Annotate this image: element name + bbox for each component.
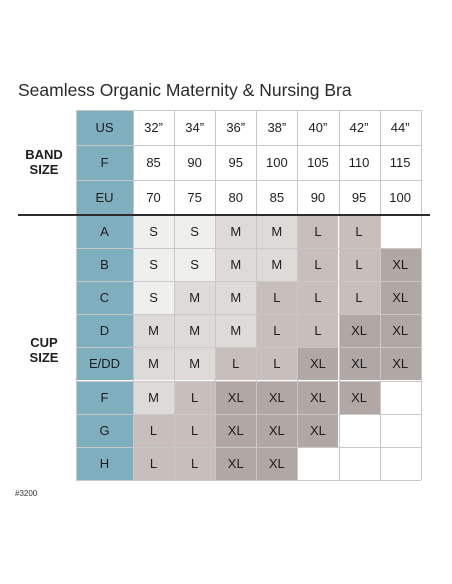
cup-size-cell: XL [297, 347, 338, 380]
band-size-label-line1: BAND [25, 147, 63, 162]
cup-row-header: H [76, 447, 133, 480]
band-cell: 110 [339, 145, 380, 180]
cup-size-cell: M [215, 281, 256, 314]
cup-row-header: A [76, 215, 133, 248]
cup-size-cell [380, 414, 421, 447]
band-cell: 38” [256, 110, 297, 145]
grid-line [76, 414, 421, 415]
cup-row-header: B [76, 248, 133, 281]
cup-row-header: G [76, 414, 133, 447]
band-cell: 95 [215, 145, 256, 180]
cup-size-cell: S [133, 248, 174, 281]
grid-line [76, 145, 421, 146]
cup-size-label-line1: CUP [30, 335, 58, 350]
band-cell: 32” [133, 110, 174, 145]
cup-row-header: F [76, 381, 133, 414]
band-cell: 85 [256, 180, 297, 215]
cup-size-cell: L [256, 281, 297, 314]
cup-size-cell: M [215, 314, 256, 347]
cup-size-cell: L [174, 447, 215, 480]
band-cell: 70 [133, 180, 174, 215]
cup-size-cell: L [256, 347, 297, 380]
cup-size-cell: L [297, 281, 338, 314]
cup-size-cell: M [174, 347, 215, 380]
band-cell: 100 [380, 180, 421, 215]
cup-row-header: C [76, 281, 133, 314]
cup-row-header: E/DD [76, 347, 133, 380]
cup-size-cell: XL [215, 414, 256, 447]
grid-line [76, 281, 421, 282]
cup-size-cell: M [215, 248, 256, 281]
cup-size-cell: L [133, 447, 174, 480]
cup-size-cell: XL [339, 347, 380, 380]
cup-size-cell: XL [339, 381, 380, 414]
cup-size-cell: L [256, 314, 297, 347]
grid-line [380, 110, 381, 480]
cup-size-cell: L [174, 414, 215, 447]
product-code: #3200 [15, 489, 38, 498]
cup-size-label [18, 335, 70, 365]
band-cell: 95 [339, 180, 380, 215]
band-row-header: US [76, 110, 133, 145]
cup-size-cell [380, 381, 421, 414]
cup-size-cell: L [339, 248, 380, 281]
grid-line [76, 314, 421, 315]
grid-line [297, 110, 298, 480]
grid-line [76, 480, 421, 481]
band-cell: 40” [297, 110, 338, 145]
cup-size-cell: M [133, 314, 174, 347]
chart-title: Seamless Organic Maternity & Nursing Bra [18, 80, 352, 100]
band-row-header: F [76, 145, 133, 180]
cup-size-cell: XL [215, 381, 256, 414]
cup-size-cell: S [174, 215, 215, 248]
band-cell: 100 [256, 145, 297, 180]
band-cell: 90 [174, 145, 215, 180]
band-cell: 34” [174, 110, 215, 145]
grid-line [215, 110, 216, 480]
section-divider [18, 214, 430, 216]
cup-size-cell: M [256, 248, 297, 281]
grid-line [339, 110, 340, 480]
cup-size-cell: XL [380, 281, 421, 314]
band-cell: 90 [297, 180, 338, 215]
grid-line [421, 110, 422, 480]
cup-size-cell: M [215, 215, 256, 248]
cup-size-cell: M [174, 281, 215, 314]
cup-size-cell: XL [297, 381, 338, 414]
band-cell: 42” [339, 110, 380, 145]
grid-line [76, 180, 421, 181]
band-cell: 115 [380, 145, 421, 180]
cup-size-cell: M [133, 381, 174, 414]
cup-size-cell: XL [256, 447, 297, 480]
band-cell: 75 [174, 180, 215, 215]
cup-size-cell: L [297, 215, 338, 248]
grid-line [76, 248, 421, 249]
cup-size-cell: XL [339, 314, 380, 347]
grid-line [76, 110, 77, 480]
cup-size-cell: XL [297, 414, 338, 447]
cup-size-cell: XL [380, 347, 421, 380]
band-size-label-line2: SIZE [29, 162, 59, 177]
cup-size-cell [339, 447, 380, 480]
cup-row-header: D [76, 314, 133, 347]
band-cell: 105 [297, 145, 338, 180]
band-cell: 85 [133, 145, 174, 180]
cup-size-cell: XL [256, 414, 297, 447]
cup-size-cell: L [174, 381, 215, 414]
grid-line [76, 447, 421, 448]
cup-size-cell: L [297, 248, 338, 281]
cup-size-cell: L [133, 414, 174, 447]
band-cell: 80 [215, 180, 256, 215]
grid-line [174, 110, 175, 480]
grid-line [76, 381, 421, 382]
cup-size-cell: L [339, 215, 380, 248]
cup-size-cell [380, 215, 421, 248]
cup-size-cell: S [174, 248, 215, 281]
cup-size-cell: XL [256, 381, 297, 414]
cup-size-cell: L [215, 347, 256, 380]
cup-size-cell: XL [380, 248, 421, 281]
cup-size-cell: M [256, 215, 297, 248]
band-cell: 44” [380, 110, 421, 145]
cup-size-cell: L [339, 281, 380, 314]
grid-line [76, 347, 421, 348]
cup-size-cell: L [297, 314, 338, 347]
cup-size-cell: XL [380, 314, 421, 347]
cup-size-cell: M [133, 347, 174, 380]
grid-line [76, 110, 421, 111]
band-cell: 36” [215, 110, 256, 145]
cup-size-cell: XL [215, 447, 256, 480]
cup-size-cell [339, 414, 380, 447]
band-size-label [18, 147, 70, 177]
band-row-header: EU [76, 180, 133, 215]
cup-size-cell: S [133, 281, 174, 314]
cup-size-cell [297, 447, 338, 480]
grid-line [133, 110, 134, 480]
cup-size-cell: S [133, 215, 174, 248]
grid-line [256, 110, 257, 480]
cup-size-label-line2: SIZE [29, 350, 59, 365]
cup-size-cell [380, 447, 421, 480]
cup-size-cell: M [174, 314, 215, 347]
